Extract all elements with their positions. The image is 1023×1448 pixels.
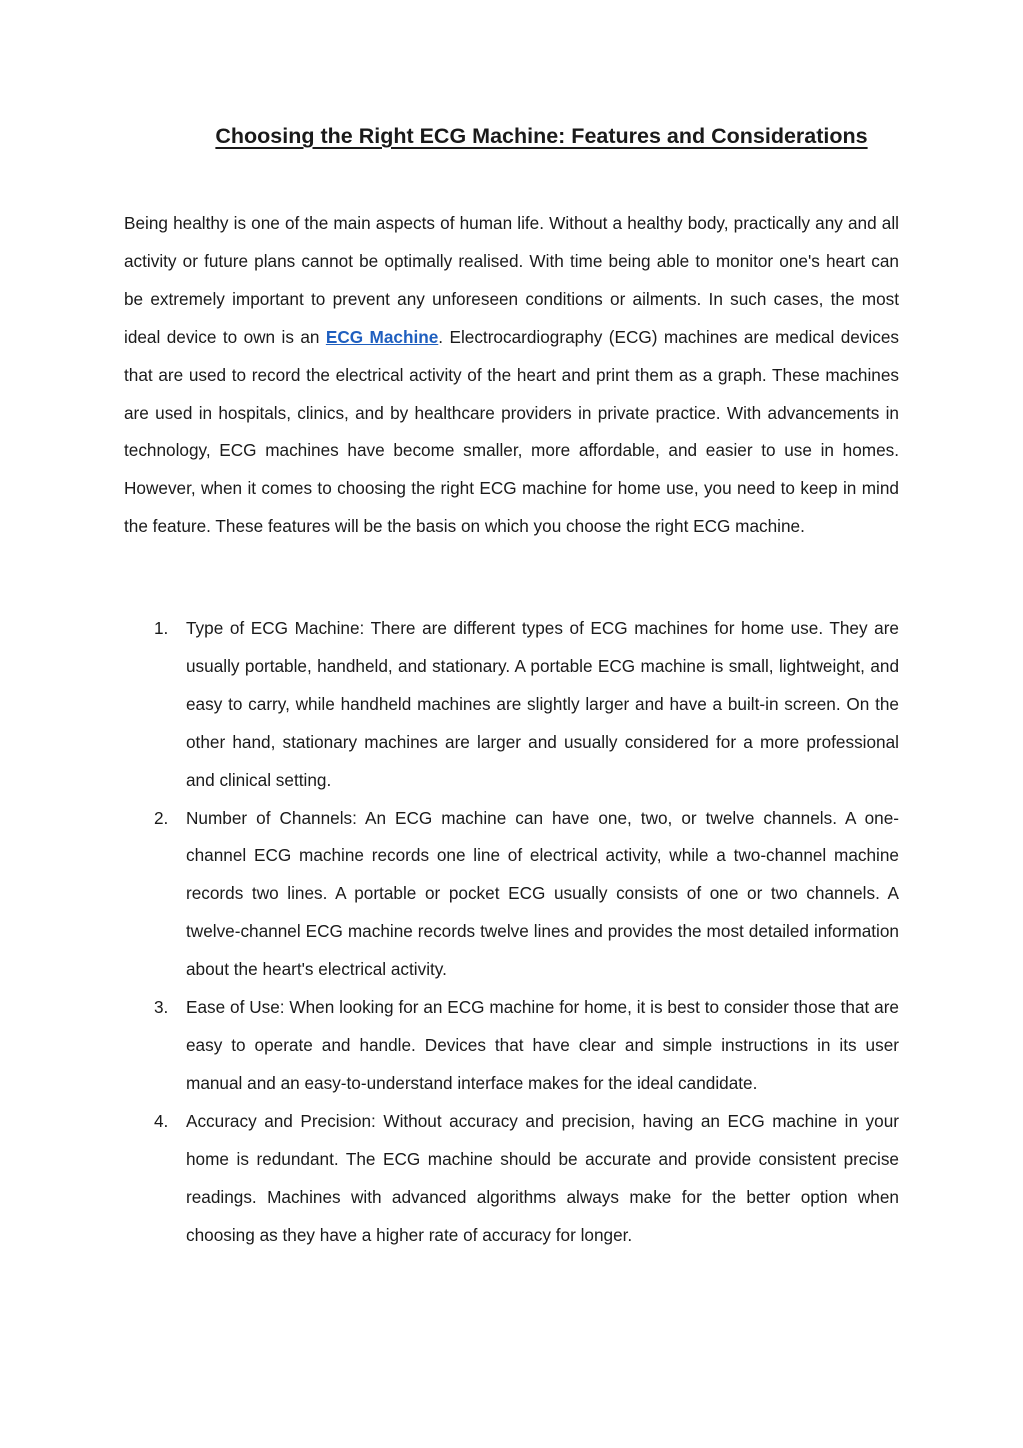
list-item-number: 3.: [154, 997, 169, 1018]
features-list: [0, 610, 899, 1254]
page-title: Choosing the Right ECG Machine: Features and Considerations: [215, 124, 868, 148]
list-item-number: 1.: [154, 618, 169, 638]
list-item: [0, 989, 899, 1103]
intro-text-before-link: Being healthy is one of the main aspects of human life. Without a healthy body, practically any and all activity or future plans cannot be optimally realised. With time being able to monitor one's heart can be extremely important to prevent any unforeseen conditions or ailments. In such cases, the most ideal device to own is an: [124, 213, 899, 347]
list-item: [0, 610, 899, 800]
list-item-text: Type of ECG Machine: There are different types of ECG machines for home use. They are usually portable, handheld, and stationary. A portable ECG machine is small, lightweight, and easy to carry, while handheld machines are slightly larger and have a built-in screen. On the other hand, stationary machines are larger and usually considered for a more professional and clinical setting.: [186, 618, 899, 790]
list-item: [0, 1103, 899, 1255]
intro-paragraph: [124, 205, 899, 546]
list-item-text: Accuracy and Precision: Without accuracy and precision, having an ECG machine in your home is redundant. The ECG machine should be accurate and provide consistent precise readings. Machines with advanced algorithms always make for the better option when choosing as they have a higher rate of accuracy for longer.: [186, 1110, 899, 1245]
intro-text-after-link: . Electrocardiography (ECG) machines are medical devices that are used to record the electrical activity of the heart and print them as a graph. These machines are used in hospitals, clinics, and by healthcare providers in private practice. With advancements in technology, ECG machines have become smaller, more affordable, and easier to use in homes. However, when it comes to choosing the right ECG machine for home use, you need to keep in mind the feature. These features will be the basis on which you choose the right ECG machine.: [124, 326, 899, 537]
list-item-number: 2.: [154, 807, 169, 828]
list-item-text: Number of Channels: An ECG machine can have one, two, or twelve channels. A one-channel ECG machine records one line of electrical activity, while a two-channel machine records two lines. A portable or pocket ECG usually consists of one or two channels. A twelve-channel ECG machine records twelve lines and provides the most detailed information about the heart's electrical activity.: [186, 807, 899, 980]
list-item-text: Ease of Use: When looking for an ECG machine for home, it is best to consider those that are easy to operate and handle. Devices that have clear and simple instructions in its user manual and an easy-to-understand interface makes for the ideal candidate.: [186, 997, 899, 1093]
list-item: [0, 800, 899, 990]
ecg-machine-link[interactable]: ECG Machine: [325, 326, 439, 347]
list-item-number: 4.: [154, 1110, 169, 1131]
